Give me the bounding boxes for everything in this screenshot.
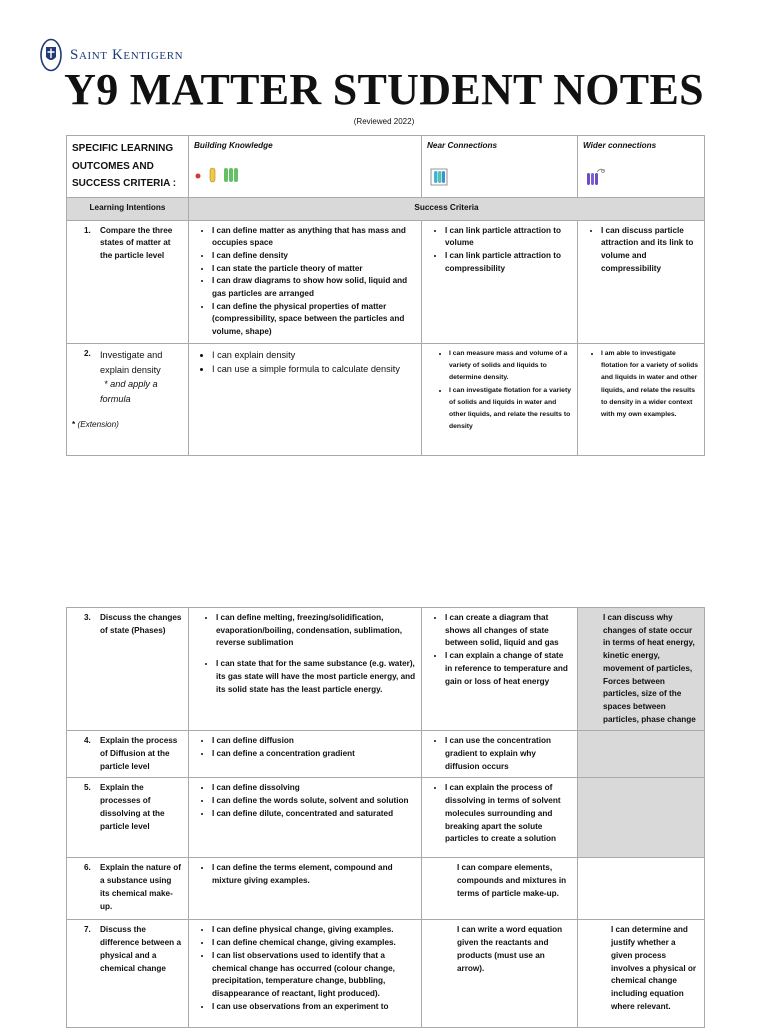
building-criteria-cell bbox=[189, 920, 422, 1028]
table-row bbox=[67, 858, 705, 920]
criteria-item: • I can define the words solute, solvent and solution bbox=[212, 795, 416, 808]
near-criteria-cell bbox=[422, 343, 578, 455]
reviewed-date: (Reviewed 2022) bbox=[353, 117, 415, 126]
criteria-item: • I can use a simple formula to calculate density bbox=[212, 362, 416, 376]
building-criteria-cell bbox=[189, 608, 422, 731]
criteria-item: • I can use the concentration gradient to explain why diffusion occurs bbox=[445, 735, 572, 773]
learning-outcomes-table-continued bbox=[66, 607, 705, 1028]
table-row bbox=[67, 343, 705, 455]
wider-criteria-cell bbox=[578, 220, 705, 343]
criteria-item: • I can define physical change, giving examples. bbox=[212, 924, 416, 937]
outcome-cell bbox=[67, 858, 189, 920]
outcome-cell bbox=[67, 778, 189, 858]
criteria-item: • I can state the particle theory of matter bbox=[212, 263, 416, 276]
criteria-item: • I can explain density bbox=[212, 348, 416, 362]
criteria-item: • I can define chemical change, giving examples. bbox=[212, 937, 416, 950]
criteria-item: • I can list observations used to identify that a chemical change has occurred (colour change, precipitation, temperature change, bubbling, disappearance of reactant, light produced). bbox=[212, 950, 416, 1001]
outcome-text: Discuss the changes of state (Phases) bbox=[100, 613, 182, 635]
criteria-item: • I can link particle attraction to compressibility bbox=[445, 250, 572, 275]
building-criteria-cell bbox=[189, 778, 422, 858]
outcome-number: 3. bbox=[84, 613, 91, 622]
criteria-item: • I can define the physical properties of matter (compressibility, space between the particles and volume, shape) bbox=[212, 301, 416, 339]
criteria-item: • I can explain the process of dissolving in terms of solvent molecules surrounding and breaking apart the solute particles to create a solution bbox=[445, 782, 572, 846]
near-criteria-cell bbox=[422, 608, 578, 731]
criteria-item: • I can define dilute, concentrated and saturated bbox=[212, 808, 416, 821]
wider-criteria-cell bbox=[578, 343, 705, 455]
near-criteria-cell bbox=[422, 778, 578, 858]
outcome-cell bbox=[67, 920, 189, 1028]
outcome-number: 5. bbox=[84, 783, 91, 793]
table-row bbox=[67, 220, 705, 343]
outcome-extra: * and apply a formula bbox=[100, 379, 158, 404]
table-row bbox=[67, 731, 705, 778]
outcome-text: Explain the process of Diffusion at the particle level bbox=[100, 736, 178, 771]
school-name: Saint Kentigern bbox=[70, 46, 184, 63]
extension-star: * bbox=[72, 419, 76, 429]
criteria-item: • I can investigate flotation for a variety of solids and liquids in water and other liquids, and relate the results to density bbox=[449, 385, 572, 434]
intentions-header-row bbox=[67, 197, 705, 220]
wider-criteria-cell bbox=[578, 731, 705, 778]
criteria-item: • I can define density bbox=[212, 250, 416, 263]
outcome-cell bbox=[67, 731, 189, 778]
near-criteria-cell bbox=[422, 220, 578, 343]
outcome-text: Compare the three states of matter at the particle level bbox=[100, 225, 173, 260]
outcomes-header: SPECIFIC LEARNING OUTCOMES AND SUCCESS CRITERIA : bbox=[67, 136, 189, 198]
criteria-item: • I can define diffusion bbox=[212, 735, 416, 748]
outcome-number: 2. bbox=[84, 348, 91, 358]
criteria-item: • I can define dissolving bbox=[212, 782, 416, 795]
criteria-item: • I can explain a change of state in reference to temperature and gain or loss of heat energy bbox=[445, 650, 572, 688]
criteria-item: • I can draw diagrams to show how solid, liquid and gas particles are arranged bbox=[212, 275, 416, 300]
table-row bbox=[67, 920, 705, 1028]
building-knowledge-header bbox=[189, 136, 422, 198]
near-connections-icon bbox=[427, 165, 451, 189]
wider-criteria-cell bbox=[578, 920, 705, 1028]
wider-criteria-cell bbox=[578, 608, 705, 731]
outcome-number: 1. bbox=[84, 225, 91, 235]
outcome-text: Discuss the difference between a physical and a chemical change bbox=[100, 925, 181, 973]
success-criteria-label: Success Criteria bbox=[189, 197, 705, 220]
outcome-number: 4. bbox=[84, 736, 91, 746]
outcome-text: Explain the processes of dissolving at the particle level bbox=[100, 783, 165, 831]
near-connections-label: Near Connections bbox=[427, 141, 498, 150]
table-row bbox=[67, 778, 705, 858]
outcome-text: Investigate and explain density bbox=[100, 349, 163, 375]
criteria-text: I can compare elements, compounds and mixtures in terms of particle make-up. bbox=[457, 863, 567, 898]
learning-intentions-label: Learning Intentions bbox=[67, 197, 189, 220]
criteria-item: • I can use observations from an experiment to bbox=[212, 1001, 416, 1014]
criteria-item: • I can measure mass and volume of a variety of solids and liquids to determine density. bbox=[449, 348, 572, 385]
criteria-text: I can write a word equation given the reactants and products (must use an arrow). bbox=[457, 925, 563, 973]
criteria-item: • I can discuss particle attraction and its link to volume and compressibility bbox=[601, 225, 699, 276]
building-criteria-cell bbox=[189, 858, 422, 920]
near-criteria-cell bbox=[422, 731, 578, 778]
learning-outcomes-table bbox=[66, 135, 705, 456]
near-criteria-cell bbox=[422, 920, 578, 1028]
building-criteria-cell bbox=[189, 220, 422, 343]
outcome-cell bbox=[67, 608, 189, 731]
criteria-item: • I can create a diagram that shows all changes of state between solid, liquid and gas bbox=[445, 612, 572, 650]
outcome-cell bbox=[67, 220, 189, 343]
building-knowledge-label: Building Knowledge bbox=[194, 141, 273, 150]
criteria-item: • I am able to investigate flotation for a variety of solids and liquids in water and other liquids, and relate the results to density in a wider context with my own examples. bbox=[601, 348, 699, 421]
criteria-text: I can discuss why changes of state occur in terms of heat energy, kinetic energy, movement of particles, Forces between particles, size of the spaces between particles, phase change bbox=[603, 613, 696, 724]
wider-criteria-cell bbox=[578, 778, 705, 858]
page-title: Y9 MATTER STUDENT NOTES bbox=[64, 65, 704, 114]
wider-connections-label: Wider connections bbox=[583, 141, 657, 150]
criteria-item: • I can define the terms element, compound and mixture giving examples. bbox=[212, 862, 416, 887]
wider-connections-header bbox=[578, 136, 705, 198]
building-criteria-cell bbox=[189, 731, 422, 778]
criteria-item: • I can link particle attraction to volume bbox=[445, 225, 572, 250]
criteria-item: • I can define a concentration gradient bbox=[212, 748, 416, 761]
criteria-item: • I can define matter as anything that has mass and occupies space bbox=[212, 225, 416, 250]
table-header-row bbox=[67, 136, 705, 198]
extension-label: (Extension) bbox=[77, 419, 119, 429]
extension-note bbox=[72, 419, 183, 432]
outcome-number: 6. bbox=[84, 863, 91, 873]
wider-criteria-cell bbox=[578, 858, 705, 920]
outcome-text: Explain the nature of a substance using its chemical make-up. bbox=[100, 863, 181, 911]
building-criteria-cell bbox=[189, 343, 422, 455]
criteria-item: • I can define melting, freezing/solidification, evaporation/boiling, condensation, sublimation, reverse sublimation bbox=[216, 612, 416, 650]
criteria-item: • I can state that for the same substance (e.g. water), its gas state will have the most particle energy, and its solid state has the least particle energy. bbox=[216, 658, 416, 696]
near-criteria-cell bbox=[422, 858, 578, 920]
wider-connections-icon bbox=[583, 165, 607, 189]
criteria-text: I can determine and justify whether a given process involves a physical or chemical change including equation where relevant. bbox=[611, 925, 697, 1011]
outcome-cell bbox=[67, 343, 189, 455]
near-connections-header bbox=[422, 136, 578, 198]
building-knowledge-icon bbox=[194, 165, 244, 183]
outcome-number: 7. bbox=[84, 925, 91, 935]
table-row bbox=[67, 608, 705, 731]
